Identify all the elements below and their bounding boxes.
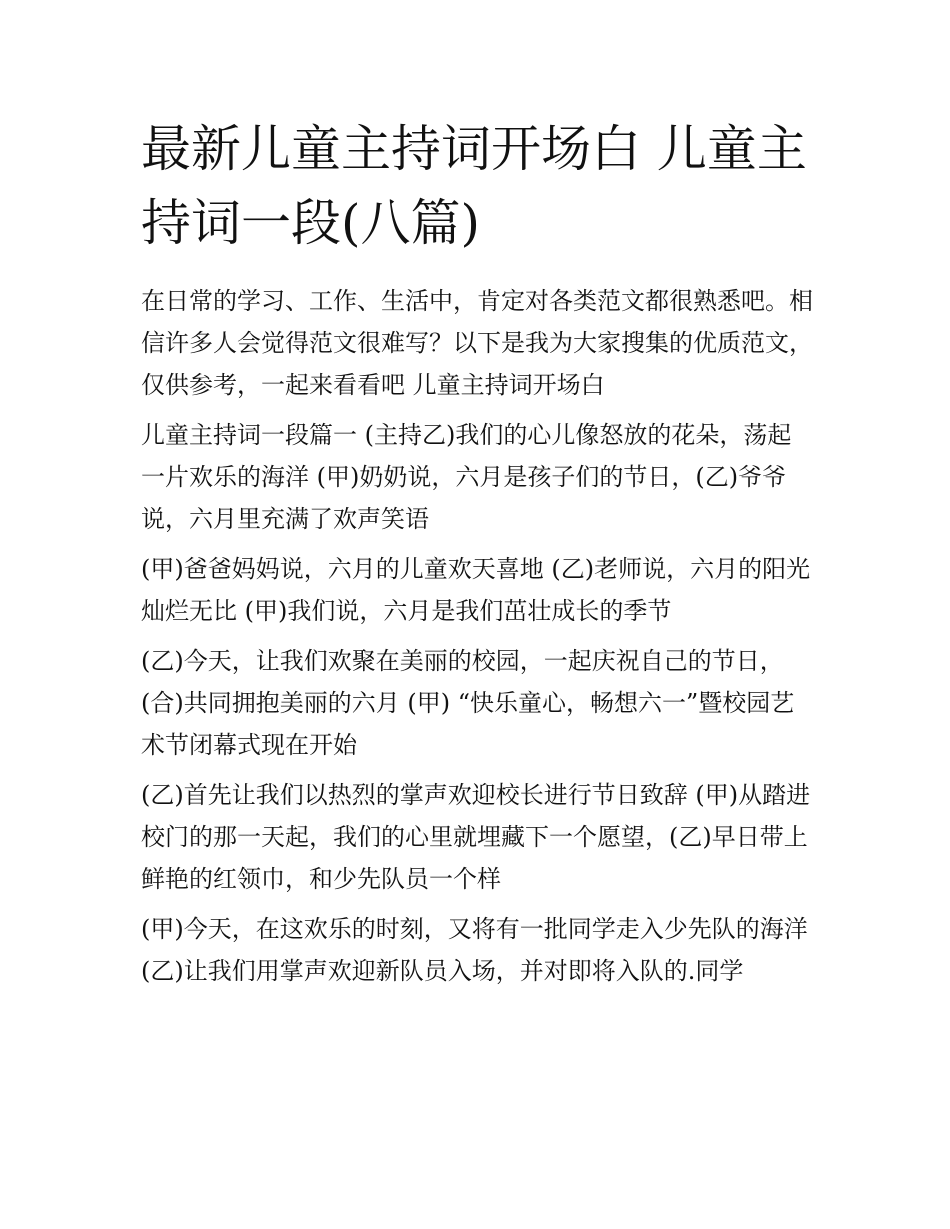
paragraph: 儿童主持词一段篇一 (主持乙)我们的心儿像怒放的花朵，荡起一片欢乐的海洋 (甲)奶奶说，六月是孩子们的节日，(乙)爷爷说，六月里充满了欢声笑语 (141, 421, 792, 533)
paragraph: (乙)首先让我们以热烈的掌声欢迎校长进行节日致辞 (甲)从踏进校门的那一天起，我们的心里就埋藏下一个愿望，(乙)早日带上鲜艳的红领巾，和少先队员一个样 (141, 781, 811, 893)
paragraph: (甲)爸爸妈妈说，六月的儿童欢天喜地 (乙)老师说，六月的阳光灿烂无比 (甲)我们说，六月是我们茁壮成长的季节 (141, 555, 811, 625)
paragraph: (甲)今天，在这欢乐的时刻，又将有一批同学走入少先队的海洋 (乙)让我们用掌声欢迎新队员入场，并对即将入队的.同学 (141, 915, 808, 985)
paragraph: 在日常的学习、工作、生活中，肯定对各类范文都很熟悉吧。相信许多人会觉得范文很难写？以下是我为大家搜集的优质范文，仅供参考，一起来看看吧 儿童主持词开场白 (141, 287, 813, 399)
paragraph: (乙)今天，让我们欢聚在美丽的校园，一起庆祝自己的节日，(合)共同拥抱美丽的六月 (甲) “快乐童心，畅想六一”暨校园艺术节闭幕式现在开始 (141, 647, 795, 759)
document-body (141, 280, 813, 992)
document-title: 最新儿童主持词开场白 儿童主持词一段(八篇) (141, 120, 807, 252)
